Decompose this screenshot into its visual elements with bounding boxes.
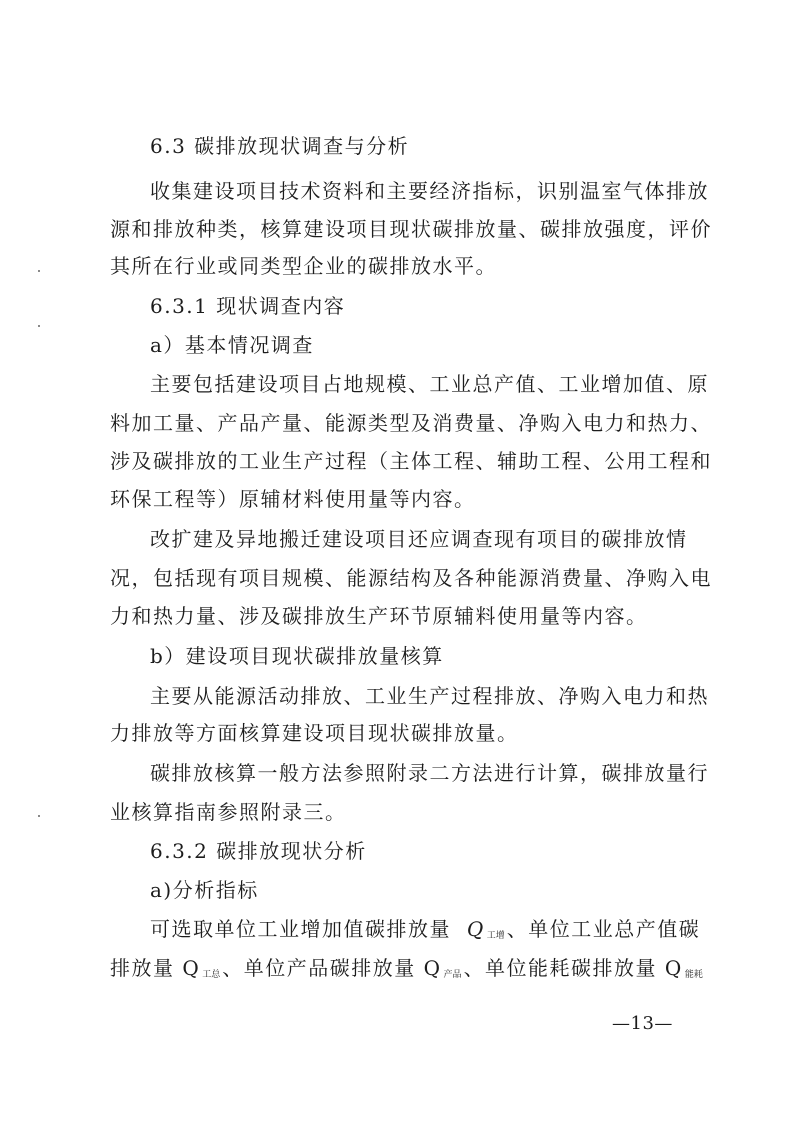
paragraph-6-text-1: 可选取单位工业增加值碳排放量: [150, 917, 451, 941]
paragraph-2-line-4: 环保工程等）原辅材料使用量等内容。: [110, 487, 476, 511]
q-symbol-3: Q: [423, 956, 442, 980]
paragraph-6-line-2: [110, 955, 703, 988]
paragraph-6-text-4: 、单位产品碳排放量: [222, 956, 416, 980]
q-symbol-2: Q: [182, 956, 201, 980]
subsection-2-heading: 6.3.2 碳排放现状分析: [150, 839, 367, 863]
paragraph-5-line-1: 碳排放核算一般方法参照附录二方法进行计算，碳排放量行: [150, 761, 709, 785]
scan-speck: [38, 325, 40, 327]
paragraph-2-line-2: 料加工量、产品产量、能源类型及消费量、净购入电力和热力、: [110, 411, 712, 435]
q-subscript-1: 工增: [486, 931, 505, 941]
paragraph-4-line-2: 力排放等方面核算建设项目现状碳排放量。: [110, 721, 519, 745]
q-subscript-2: 工总: [202, 970, 221, 980]
q-subscript-4: 能耗: [684, 970, 703, 980]
paragraph-6-text-2: 、单位工业总产值碳: [506, 917, 701, 941]
paragraph-3-line-3: 力和热力量、涉及碳排放生产环节原辅料使用量等内容。: [110, 604, 648, 628]
paragraph-3-line-2: 况，包括现有项目规模、能源结构及各种能源消费量、净购入电: [110, 566, 712, 590]
section-heading: 6.3 碳排放现状调查与分析: [150, 134, 410, 158]
paragraph-4-line-1: 主要从能源活动排放、工业生产过程排放、净购入电力和热: [150, 684, 709, 708]
scan-speck: [38, 270, 40, 272]
item-a2-heading: a)分析指标: [150, 878, 259, 902]
page-number: —13—: [612, 1013, 673, 1034]
q-subscript-3: 产品: [443, 970, 462, 980]
paragraph-1-line-2: 源和排放种类，核算建设项目现状碳排放量、碳排放强度，评价: [110, 217, 712, 241]
q-symbol-1: Q: [466, 917, 485, 941]
paragraph-1-line-1: 收集建设项目技术资料和主要经济指标，识别温室气体排放: [150, 179, 709, 203]
paragraph-2-line-3: 涉及碳排放的工业生产过程（主体工程、辅助工程、公用工程和: [110, 449, 712, 473]
item-b-heading: b）建设项目现状碳排放量核算: [150, 644, 444, 668]
paragraph-5-line-2: 业核算指南参照附录三。: [110, 800, 347, 824]
paragraph-1-line-3: 其所在行业或同类型企业的碳排放水平。: [110, 254, 497, 278]
paragraph-6-line-1: [150, 916, 700, 949]
scan-speck: [38, 815, 40, 817]
subsection-1-heading: 6.3.1 现状调查内容: [150, 294, 346, 318]
paragraph-6-text-5: 、单位能耗碳排放量: [463, 956, 658, 980]
item-a-heading: a）基本情况调查: [150, 333, 314, 357]
paragraph-2-line-1: 主要包括建设项目占地规模、工业总产值、工业增加值、原: [150, 372, 709, 396]
q-symbol-4: Q: [664, 956, 683, 980]
paragraph-3-line-1: 改扩建及异地搬迁建设项目还应调查现有项目的碳排放情: [150, 527, 688, 551]
paragraph-6-text-3: 排放量: [110, 956, 175, 980]
